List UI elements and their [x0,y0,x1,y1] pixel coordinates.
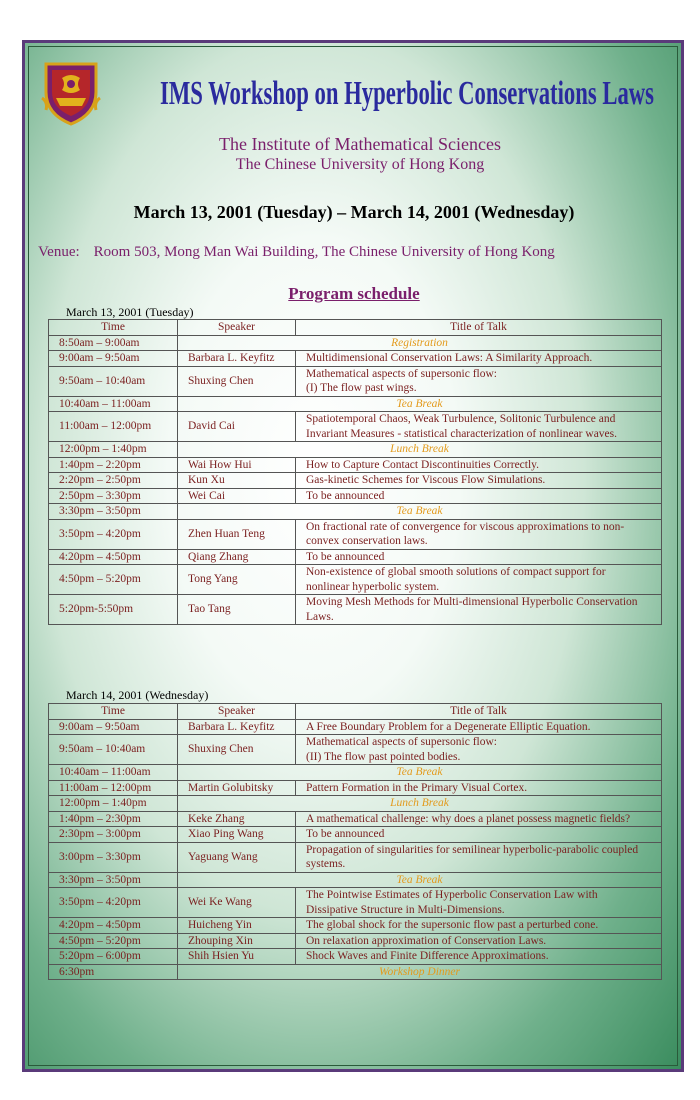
venue-text: Room 503, Mong Man Wai Building, The Chinese University of Hong Kong [93,244,555,260]
time-cell: 3:30pm – 3:50pm [49,872,178,888]
speaker-cell: Zhouping Xin [178,933,296,949]
talk-row [49,565,662,595]
break-row [49,396,662,412]
break-cell: Tea Break [178,765,662,781]
time-cell: 11:00am – 12:00pm [49,780,178,796]
svg-text:IMS Workshop on Hyperbolic Con: IMS Workshop on Hyperbolic Conservations Laws [160,75,654,112]
workshop-title [160,60,660,122]
university-name: The Chinese University of Hong Kong [235,156,485,173]
talk-row [49,933,662,949]
talk-title-cell: Mathematical aspects of supersonic flow: (II) The flow past pointed bodies. [296,735,662,765]
time-cell: 9:00am – 9:50am [49,719,178,735]
speaker-cell: Martin Golubitsky [178,780,296,796]
day1-schedule-table [48,319,662,625]
speaker-cell: Keke Zhang [178,811,296,827]
talk-row [49,488,662,504]
day2-schedule-table [48,703,662,980]
break-row [49,335,662,351]
time-cell: 6:30pm [49,964,178,980]
talk-row [49,595,662,625]
speaker-cell: Barbara L. Keyfitz [178,719,296,735]
break-cell: Registration [178,335,662,351]
talk-title-cell: How to Capture Contact Discontinuities Correctly. [296,457,662,473]
break-cell: Tea Break [178,872,662,888]
talk-title-cell: Multidimensional Conservation Laws: A Similarity Approach. [296,351,662,367]
time-cell: 2:30pm – 3:00pm [49,827,178,843]
time-cell: 4:50pm – 5:20pm [49,933,178,949]
talk-title-cell: The Pointwise Estimates of Hyperbolic Conservation Law with Dissipative Structure in Multi-Dimensions. [296,888,662,918]
talk-row [49,366,662,396]
workshop-dates: March 13, 2001 (Tuesday) – March 14, 2001 (Wednesday) [133,202,575,222]
break-cell: Lunch Break [178,796,662,812]
break-cell: Lunch Break [178,442,662,458]
break-row [49,964,662,980]
speaker-cell: Wai How Hui [178,457,296,473]
time-cell: 3:50pm – 4:20pm [49,888,178,918]
institute-name: The Institute of Mathematical Sciences [219,134,501,154]
talk-title-cell: A Free Boundary Problem for a Degenerate Elliptic Equation. [296,719,662,735]
talk-title-cell: Spatiotemporal Chaos, Weak Turbulence, Solitonic Turbulence and Invariant Measures - statistical characterization of nonlinear waves. [296,412,662,442]
talk-row [49,842,662,872]
table-header-row [49,320,662,336]
time-cell: 10:40am – 11:00am [49,765,178,781]
talk-title-cell: To be announced [296,549,662,565]
talk-row [49,457,662,473]
talk-row [49,519,662,549]
time-cell: 9:50am – 10:40am [49,366,178,396]
time-cell: 4:20pm – 4:50pm [49,549,178,565]
speaker-cell: Shuxing Chen [178,735,296,765]
talk-row [49,473,662,489]
talk-title-cell: Shock Waves and Finite Difference Approximations. [296,949,662,965]
talk-title-cell: To be announced [296,827,662,843]
header-speaker: Speaker [178,320,296,336]
talk-title-cell: On fractional rate of convergence for viscous approximations to non-convex conservation laws. [296,519,662,549]
speaker-cell: Qiang Zhang [178,549,296,565]
break-row [49,872,662,888]
talk-row [49,888,662,918]
day2-label: March 14, 2001 (Wednesday) [66,688,209,702]
speaker-cell: Yaguang Wang [178,842,296,872]
talk-row [49,719,662,735]
time-cell: 11:00am – 12:00pm [49,412,178,442]
speaker-cell: Shih Hsien Yu [178,949,296,965]
time-cell: 9:00am – 9:50am [49,351,178,367]
header-time: Time [49,704,178,720]
speaker-cell: Barbara L. Keyfitz [178,351,296,367]
time-cell: 1:40pm – 2:30pm [49,811,178,827]
time-cell: 2:50pm – 3:30pm [49,488,178,504]
speaker-cell: Wei Cai [178,488,296,504]
talk-title-cell: The global shock for the supersonic flow past a perturbed cone. [296,918,662,934]
talk-title-cell: Moving Mesh Methods for Multi-dimensional Hyperbolic Conservation Laws. [296,595,662,625]
time-cell: 12:00pm – 1:40pm [49,796,178,812]
talk-row [49,780,662,796]
time-cell: 1:40pm – 2:20pm [49,457,178,473]
time-cell: 9:50am – 10:40am [49,735,178,765]
talk-row [49,549,662,565]
break-cell: Tea Break [178,396,662,412]
venue-label: Venue: [38,244,80,260]
break-cell: Tea Break [178,504,662,520]
time-cell: 10:40am – 11:00am [49,396,178,412]
cuhk-crest-logo [38,58,104,126]
speaker-cell: Huicheng Yin [178,918,296,934]
time-cell: 4:20pm – 4:50pm [49,918,178,934]
time-cell: 5:20pm-5:50pm [49,595,178,625]
speaker-cell: Xiao Ping Wang [178,827,296,843]
break-row [49,504,662,520]
header-speaker: Speaker [178,704,296,720]
talk-row [49,827,662,843]
time-cell: 3:50pm – 4:20pm [49,519,178,549]
talk-title-cell: A mathematical challenge: why does a planet possess magnetic fields? [296,811,662,827]
table-header-row [49,704,662,720]
talk-title-cell: Non-existence of global smooth solutions of compact support for nonlinear hyperbolic system. [296,565,662,595]
speaker-cell: Tong Yang [178,565,296,595]
break-row [49,765,662,781]
speaker-cell: Tao Tang [178,595,296,625]
talk-row [49,351,662,367]
time-cell: 2:20pm – 2:50pm [49,473,178,489]
header-time: Time [49,320,178,336]
time-cell: 4:50pm – 5:20pm [49,565,178,595]
header-title: Title of Talk [296,704,662,720]
talk-row [49,735,662,765]
venue-line [38,244,555,261]
talk-title-cell: To be announced [296,488,662,504]
time-cell: 12:00pm – 1:40pm [49,442,178,458]
time-cell: 3:00pm – 3:30pm [49,842,178,872]
time-cell: 3:30pm – 3:50pm [49,504,178,520]
talk-title-cell: On relaxation approximation of Conservation Laws. [296,933,662,949]
talk-title-cell: Pattern Formation in the Primary Visual Cortex. [296,780,662,796]
speaker-cell: Zhen Huan Teng [178,519,296,549]
header-title: Title of Talk [296,320,662,336]
program-schedule-heading: Program schedule [288,284,420,303]
speaker-cell: David Cai [178,412,296,442]
time-cell: 8:50am – 9:00am [49,335,178,351]
speaker-cell: Wei Ke Wang [178,888,296,918]
talk-row [49,949,662,965]
break-row [49,796,662,812]
break-cell: Workshop Dinner [178,964,662,980]
talk-title-cell: Gas-kinetic Schemes for Viscous Flow Simulations. [296,473,662,489]
speaker-cell: Kun Xu [178,473,296,489]
speaker-cell: Shuxing Chen [178,366,296,396]
time-cell: 5:20pm – 6:00pm [49,949,178,965]
talk-row [49,412,662,442]
talk-row [49,811,662,827]
break-row [49,442,662,458]
talk-row [49,918,662,934]
talk-title-cell: Mathematical aspects of supersonic flow: (I) The flow past wings. [296,366,662,396]
talk-title-cell: Propagation of singularities for semilinear hyperbolic-parabolic coupled systems. [296,842,662,872]
day1-label: March 13, 2001 (Tuesday) [66,305,194,319]
